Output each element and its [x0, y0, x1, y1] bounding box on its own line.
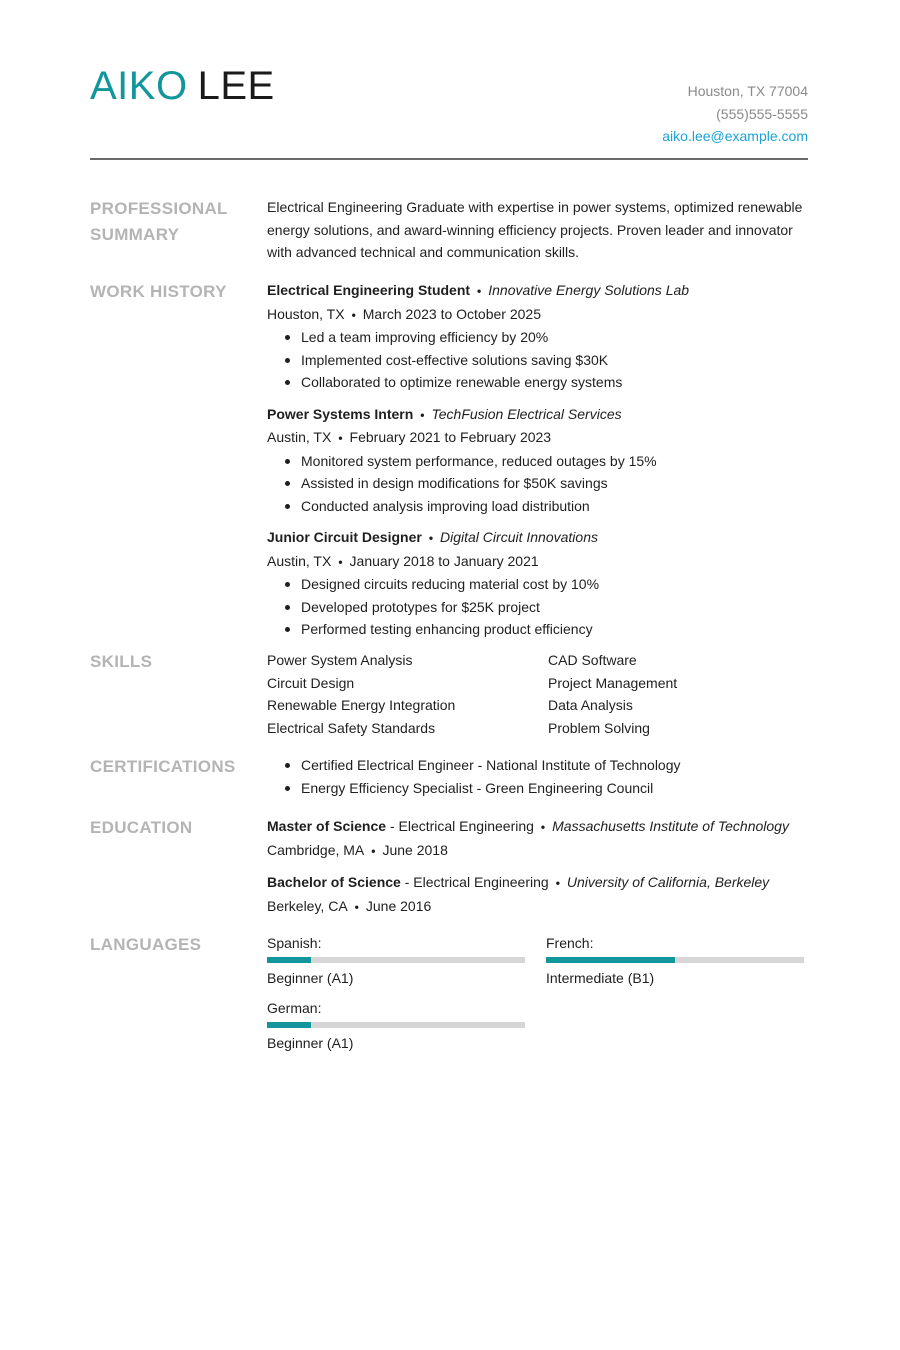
language-entry: [267, 932, 525, 989]
last-name: LEE: [197, 64, 275, 108]
job-meta: [267, 303, 812, 327]
education-entry: [267, 871, 812, 918]
job-company: Digital Circuit Innovations: [440, 529, 598, 545]
degree-field: - Electrical Engineering: [386, 818, 534, 834]
section-title-skills: SKILLS: [90, 652, 153, 671]
job-location: Austin, TX: [267, 552, 332, 569]
job-bullet: Assisted in design modifications for $50K savings: [301, 472, 812, 495]
job-bullet: Collaborated to optimize renewable energy systems: [301, 371, 812, 394]
cert-item: Certified Electrical Engineer - National Institute of Technology: [301, 754, 812, 777]
skill-item: Data Analysis: [548, 697, 633, 713]
education-entry: [267, 815, 812, 862]
job-dates: March 2023 to October 2025: [362, 305, 541, 322]
job-dates: February 2021 to February 2023: [349, 429, 552, 445]
job-role: Junior Circuit Designer: [267, 529, 422, 545]
section-title-languages: LANGUAGES: [90, 935, 202, 954]
job-entry: [267, 403, 812, 518]
job-heading: [267, 526, 812, 550]
proficiency-fill: [267, 1022, 311, 1028]
job-entry: [267, 279, 812, 394]
language-level: Beginner (A1): [267, 1035, 354, 1051]
cert-bullets: [267, 754, 812, 799]
job-bullet: Developed prototypes for $25K project: [301, 596, 812, 619]
separator-dot: •: [354, 899, 359, 914]
skill-item: Electrical Safety Standards: [267, 719, 436, 736]
candidate-name: [90, 60, 275, 112]
education-list: [267, 815, 812, 927]
section-title-certifications: CERTIFICATIONS: [90, 757, 236, 776]
job-meta: [267, 550, 812, 574]
school-location: Cambridge, MA: [267, 841, 365, 858]
school-name: Massachusetts Institute of Technology: [552, 818, 789, 834]
job-heading: [267, 403, 812, 427]
job-bullets: [267, 573, 812, 641]
skill-item: Circuit Design: [267, 674, 355, 691]
school-location: Berkeley, CA: [267, 897, 348, 914]
language-name: Spanish:: [267, 935, 322, 951]
skill-item: Renewable Energy Integration: [267, 697, 456, 713]
proficiency-fill: [267, 957, 311, 963]
school-name: University of California, Berkeley: [566, 874, 770, 890]
degree-name: Bachelor of Science: [267, 874, 401, 890]
section-title-work-history: WORK HISTORY: [90, 282, 227, 301]
job-dates: January 2018 to January 2021: [349, 552, 539, 569]
degree-name: Master of Science: [267, 818, 387, 834]
job-location: Austin, TX: [267, 429, 332, 445]
summary-section: [90, 196, 808, 266]
job-role: Electrical Engineering Student: [267, 282, 471, 298]
phone: (555)555-5555: [716, 105, 808, 122]
language-entry: [546, 932, 804, 989]
job-location: Houston, TX: [267, 305, 345, 322]
job-bullet: Led a team improving efficiency by 20%: [301, 326, 812, 349]
summary-text: Electrical Engineering Graduate with expertise in power systems, optimized renewable energy solutions, and award-winning efficiency projects. Proven leader and innovator with advanced technical and communication skills.: [267, 199, 803, 260]
email-link[interactable]: aiko.lee@example.com: [662, 128, 808, 144]
education-meta: [267, 895, 812, 919]
skill-item: CAD Software: [548, 652, 637, 668]
first-name: AIKO: [90, 64, 188, 108]
language-entry: [267, 997, 525, 1054]
language-level: Beginner (A1): [267, 970, 354, 986]
job-bullets: [267, 450, 812, 518]
job-bullet: Performed testing enhancing product efficiency: [301, 618, 812, 641]
education-meta: [267, 839, 812, 863]
graduation-date: June 2016: [365, 897, 432, 914]
job-bullet: Implemented cost-effective solutions saving $30K: [301, 349, 812, 372]
proficiency-fill: [546, 957, 675, 963]
header-divider: [90, 158, 808, 160]
degree-field: - Electrical Engineering: [400, 874, 549, 890]
job-heading: [267, 279, 812, 303]
address: Houston, TX 77004: [687, 83, 808, 99]
job-bullet: Monitored system performance, reduced outages by 15%: [301, 450, 812, 473]
skill-item: Power System Analysis: [267, 652, 413, 668]
degree-line: [267, 871, 812, 895]
languages-grid: [267, 932, 812, 1054]
section-title-education: EDUCATION: [90, 818, 193, 837]
certifications-list: [267, 754, 812, 799]
job-entry: [267, 526, 812, 641]
skills-grid: [267, 649, 812, 739]
jobs-list: [267, 279, 812, 650]
language-name: German:: [267, 1000, 322, 1016]
language-level: Intermediate (B1): [546, 970, 655, 986]
separator-dot: •: [420, 407, 425, 422]
contact-block: [508, 80, 808, 148]
skill-item: Project Management: [548, 674, 678, 691]
proficiency-bar: [267, 1022, 525, 1028]
proficiency-bar: [267, 957, 525, 963]
job-role: Power Systems Intern: [267, 405, 414, 422]
skill-item: Problem Solving: [548, 719, 650, 736]
proficiency-bar: [546, 957, 804, 963]
job-bullet: Designed circuits reducing material cost by 10%: [301, 573, 812, 596]
separator-dot: •: [555, 876, 560, 890]
separator-dot: •: [477, 284, 482, 298]
section-title-summary: PROFESSIONAL SUMMARY: [90, 199, 228, 244]
job-company: Innovative Energy Solutions Lab: [488, 282, 690, 298]
language-name: French:: [546, 935, 594, 951]
cert-item: Energy Efficiency Specialist - Green Engineering Council: [301, 777, 812, 800]
separator-dot: •: [351, 307, 356, 322]
separator-dot: •: [338, 431, 343, 445]
job-meta: [267, 426, 812, 450]
job-company: TechFusion Electrical Services: [431, 405, 622, 422]
separator-dot: •: [428, 531, 434, 545]
separator-dot: •: [540, 820, 546, 834]
job-bullets: [267, 326, 812, 394]
separator-dot: •: [338, 554, 343, 569]
separator-dot: •: [371, 843, 376, 858]
graduation-date: June 2018: [382, 841, 448, 858]
job-bullet: Conducted analysis improving load distribution: [301, 495, 812, 518]
degree-line: [267, 815, 812, 839]
